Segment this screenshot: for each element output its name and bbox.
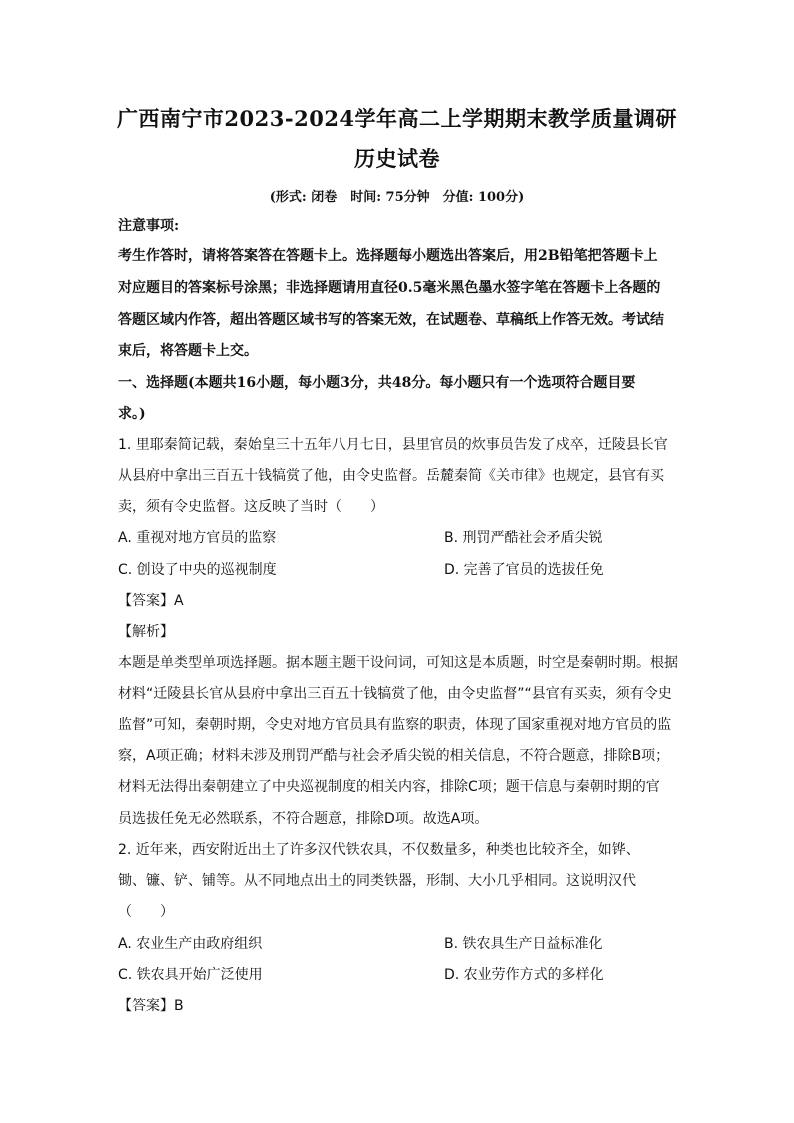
q1-analysis: 监督”可知，秦朝时期，令史对地方官员具有监察的职责，体现了国家重视对地方官员的监 <box>118 717 672 733</box>
q2-stem: 2. 近年来，西安附近出土了许多汉代铁农具，不仅数量多，种类也比较齐全，如铧、 <box>118 842 640 858</box>
q1-option-d: D. 完善了官员的选拔任免 <box>444 562 604 578</box>
section-heading: 一、选择题(本题共16小题，每小题3分，共48分。每小题只有一个选项符合题目要 <box>118 375 636 391</box>
q1-analysis: 员选拔任免无必然联系，不符合题意，排除D项。故选A项。 <box>118 811 489 827</box>
q2-stem: 锄、镰、铲、铺等。从不同地点出土的同类铁器，形制、大小几乎相同。这说明汉代 <box>118 873 636 889</box>
notice-line: 答题区域内作答，超出答题区域书写的答案无效，在试题卷、草稿纸上作答无效。考试结 <box>118 312 664 328</box>
notice-line: 考生作答时，请将答案答在答题卡上。选择题每小题选出答案后，用2B铅笔把答题卡上 <box>118 248 658 264</box>
q1-stem: 卖，须有令史监督。这反映了当时（ ） <box>118 499 384 515</box>
section-heading: 求。) <box>118 406 146 422</box>
exam-meta: (形式: 闭卷 时间: 75分钟 分值: 100分) <box>269 190 525 205</box>
q2-option-b: B. 铁农具生产日益标准化 <box>444 936 603 952</box>
q2-option-c: C. 铁农具开始广泛使用 <box>118 967 263 983</box>
notice-line: 对应题目的答案标号涂黑；非选择题请用直径0.5毫米黑色墨水签字笔在答题卡上各题的 <box>118 280 661 296</box>
q2-option-d: D. 农业劳作方式的多样化 <box>444 967 604 983</box>
q1-analysis: 本题是单类型单项选择题。据本题主题干设问词，可知这是本质题，时空是秦朝时期。根据 <box>118 655 678 671</box>
q1-analysis: 材料“迁陵县长官从县府中拿出三百五十钱犒赏了他，由令史监督”“县官有买卖，须有令史 <box>118 686 672 702</box>
q1-analysis-label: 【解析】 <box>118 624 174 640</box>
q1-option-a: A. 重视对地方官员的监察 <box>118 530 277 546</box>
q1-option-b: B. 刑罚严酷社会矛盾尖锐 <box>444 530 603 546</box>
page-title: 广西南宁市2023-2024学年高二上学期期末教学质量调研 <box>116 106 678 131</box>
q1-analysis: 材料无法得出秦朝建立了中央巡视制度的相关内容，排除C项；题干信息与秦朝时期的官 <box>118 779 660 795</box>
notice-heading: 注意事项: <box>118 218 180 234</box>
q1-stem: 从县府中拿出三百五十钱犒赏了他，由令史监督。岳麓秦简《关市律》也规定，县官有买 <box>118 468 664 484</box>
q1-analysis: 察，A项正确；材料未涉及刑罚严酷与社会矛盾尖锐的相关信息，不符合题意，排除B项； <box>118 748 670 764</box>
q1-option-c: C. 创设了中央的巡视制度 <box>118 562 277 578</box>
q1-stem: 1. 里耶秦简记载，秦始皇三十五年八月七日，县里官员的炊事员告发了戍卒，迁陵县长官 <box>118 437 668 453</box>
notice-line: 束后，将答题卡上交。 <box>118 343 258 359</box>
page-subtitle: 历史试卷 <box>354 146 440 171</box>
q2-stem: （ ） <box>118 904 174 920</box>
q2-answer: 【答案】B <box>118 998 184 1014</box>
q1-answer: 【答案】A <box>118 593 184 609</box>
q2-option-a: A. 农业生产由政府组织 <box>118 936 263 952</box>
